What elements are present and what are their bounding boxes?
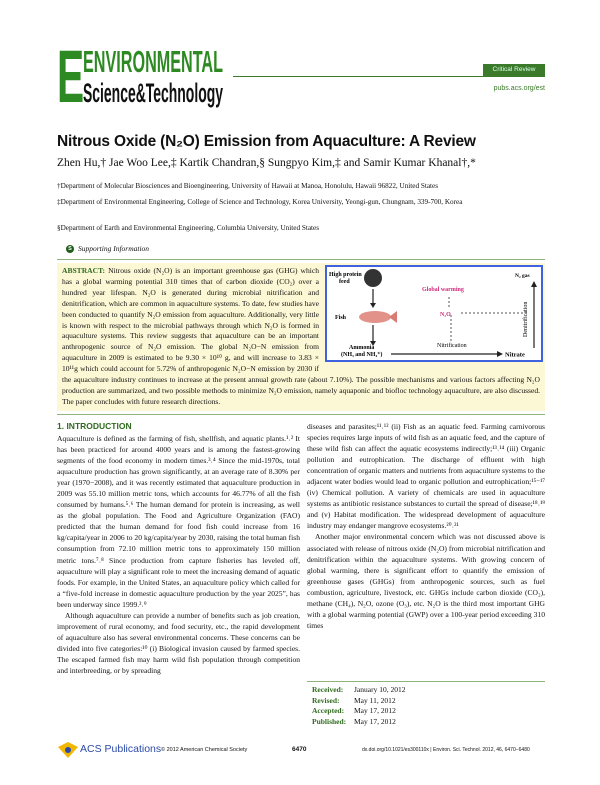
global-warming-label: Global warming	[422, 287, 464, 293]
svg-text:Science&Technology: Science&Technology	[83, 78, 223, 108]
date-value: May 17, 2012	[354, 716, 396, 726]
date-label: Received:	[312, 685, 344, 694]
divider	[57, 414, 545, 415]
publisher-name: ACS Publications	[80, 743, 162, 755]
abstract	[57, 263, 545, 411]
nitrification-label: Nitrification	[437, 343, 467, 349]
denitrification-label: Denitrification	[523, 301, 529, 337]
authors: Zhen Hu,† Jae Woo Lee,‡ Kartik Chandran,§ Sungpyo Kim,‡ and Samir Kumar Khanal†,*	[57, 157, 476, 169]
acs-logo-icon	[58, 742, 78, 758]
feed-pellet-icon	[364, 269, 382, 287]
header-rule	[233, 76, 545, 77]
date-value: May 17, 2012	[354, 706, 396, 715]
paragraph: diseases and parasites;¹¹˒¹² (ii) Fish as an aquatic feed. Farming carnivorous species requires large inputs of wild fish as an aquatic feed, and the capture of these wild fish can affect the aquatic ecosystems indirectly;¹³˒¹⁴ (iii) Organic pollution and eutrophication. The discharge of effluent with high concentration of organic matters and nutrients from aquaculture systems to the adjacent water bodies would lead to organic pollution and eutrophication;¹⁵⁻¹⁷ (iv) Chemical pollution. A variety of chemicals are used in aquaculture systems as antibiotic resistance substances to curtail the spread of disease;¹⁸˒¹⁹ and (v) Habitat modification. The widespread development of aquaculture industry may endanger mangrove ecosystems.²⁰˒²¹	[307, 422, 545, 531]
date-value: January 10, 2012	[354, 685, 406, 694]
abstract-label: ABSTRACT:	[62, 266, 106, 275]
fish-icon	[359, 311, 391, 323]
paragraph: Aquaculture is defined as the farming of fish, shellfish, and aquatic plants.¹˒² It has been practiced for around 4000 years and is among the fastest-growing segments of the food economy in modern times.³˒⁴ Since the mid-1970s, total aquaculture production has grown significantly, at an average rate of 8.30% per year (1970−2008), and it was recently estimated that aquaculture production in 2009 was 55.10 million metric tons, which accounts for 46.77% of all the fish consumed by humans.⁵˒⁶ The human demand for protein is increasing, as well as the global population. The Food and Agriculture Organization (FAO) predicted that the human demand for food fish could increase from 16 kg/capita/year in 2006 to 20 kg/capita/year by 2030, raising the total human fish consumption from 72.10 million metric tons to approximately 150 million metric tons.⁷˒⁸ Since production from capture fisheries has leveled off, aquaculture will play a significant role to meet the increasing demand of aquatic foods. For example, in the United States, an aquaculture policy which called for a “five-fold increase in domestic aquaculture production by the year 2025”, has been underway since 1999.²˒⁹	[57, 434, 300, 609]
article-dates	[312, 685, 405, 727]
svg-text:ENVIRONMENTAL: ENVIRONMENTAL	[83, 44, 223, 79]
right-column	[307, 421, 545, 631]
page-number: 6470	[292, 746, 307, 753]
paragraph: Another major environmental concern which was not discussed above is associated with release of nitrous oxide (N₂O) from microbial nitrification and denitrification within the aquaculture systems. With growing concern of global warming, there is significant effort to quantify the emission of greenhouse gases (GHGs) from anthropogenic sources, such as fuel combustion, agriculture, livestock, etc. GHGs include carbon dioxide (CO₂), methane (CH₄), N₂O, ozone (O₃), etc. N₂O is the third most important GHG with a global warming potential (GWP) over a 100-year period exceeding 310 times	[307, 532, 545, 630]
date-label: Accepted:	[312, 706, 345, 715]
left-column	[57, 433, 300, 676]
article-title: Nitrous Oxide (N₂O) Emission from Aquaculture: A Review	[57, 133, 476, 150]
copyright: © 2012 American Chemical Society	[161, 747, 248, 753]
n2-gas-label: N₂ gas	[515, 273, 530, 279]
date-label: Revised:	[312, 695, 340, 705]
affiliation: §Department of Earth and Environmental Engineering, Columbia University, United States	[57, 224, 320, 232]
toc-graphic	[325, 265, 543, 362]
supporting-info-icon: S	[66, 245, 74, 253]
ammonia-label: Ammonia	[349, 345, 375, 351]
abstract-text: Nitrous oxide (N₂O) is an important greenhouse gas (GHG) which has a global warming potential 310 times that of carbon dioxide (CO₂) over a hundred year lifespan. N₂O is generated during microbial nitrification and denitrification, which are common in aquaculture systems. To date, few studies have been conducted to quantify N₂O emission from aquaculture. Additionally, very little is known with respect to the microbial pathways through which N₂O is formed in aquaculture systems. This review suggests that aquaculture can be an important anthropogenic source of N₂O emission. The global N₂O−N emission from aquaculture in 2009 is estimated to be 9.30 × 10¹⁰ g, and will increase to 3.83 × 10¹¹g which could account for 5.72% of anthropogenic N₂O−N emission by 2030 if the aquaculture industry continues to increase at the present annual growth rate (about 7.10%). The possible mechanisms and various factors affecting N₂O production are summarized, and two possible methods to minimize N₂O emission, namely aquaponic and biofloc technology aquaculture, are also discussed. The paper concludes with future research directions.	[62, 266, 540, 406]
journal-url[interactable]: pubs.acs.org/est	[493, 85, 545, 92]
date-label: Published:	[312, 716, 347, 726]
affiliation: ‡Department of Environmental Engineering, College of Science and Technology, Korea University, Yeongi-gun, Chungnam, 339-700, Korea	[57, 198, 463, 206]
citation[interactable]: dx.doi.org/10.1021/es300110x | Environ. Sci. Technol. 2012, 46, 6470−6480	[362, 747, 530, 753]
ammonia-label: (NH₃ and NH₄⁺)	[341, 352, 383, 358]
n2o-label: N₂O	[440, 312, 451, 318]
supporting-information-link[interactable]	[66, 244, 149, 253]
section-heading: 1. INTRODUCTION	[57, 421, 132, 431]
affiliation: †Department of Molecular Biosciences and Bioengineering, University of Hawaii at Manoa, Honolulu, Hawaii 96822, United States	[57, 182, 439, 190]
svg-text:E: E	[57, 35, 85, 119]
nitrate-label: Nitrate	[505, 351, 525, 359]
article-type-badge: Critical Review	[483, 64, 545, 76]
fish-label: Fish	[335, 315, 347, 321]
date-value: May 11, 2012	[354, 695, 396, 705]
divider	[307, 681, 545, 682]
divider	[57, 259, 545, 260]
feed-label: High protein	[329, 272, 362, 278]
paragraph: Although aquaculture can provide a number of benefits such as job creation, improvement of rural economy, and food security, etc., the rapid development of aquaculture also has several environmental concerns. These concerns can be divided into five categories:¹⁰ (i) Biological invasion caused by farmed species. The escaped farmed fish may harm wild fish population through competition and interbreeding, or by spreading	[57, 610, 300, 675]
journal-logo	[57, 35, 227, 120]
supporting-info-label: Supporting Information	[78, 244, 150, 253]
feed-label: feed	[339, 279, 350, 285]
